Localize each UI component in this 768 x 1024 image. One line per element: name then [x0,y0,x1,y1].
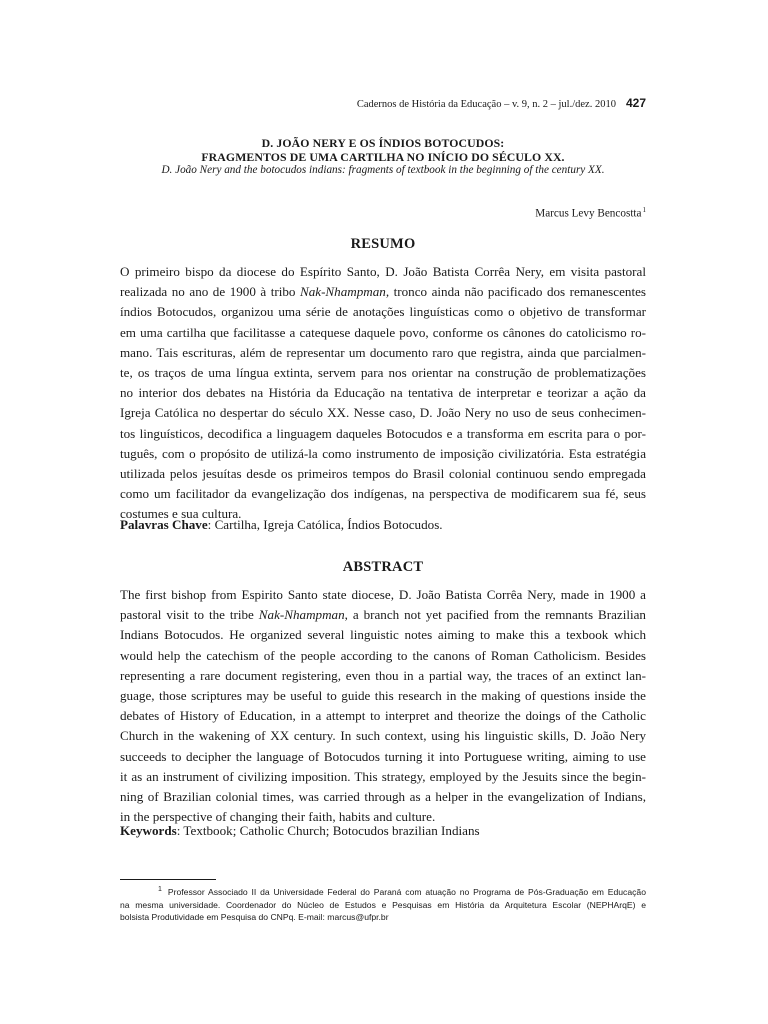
palavras-chave-label: Palavras Chave [120,517,208,532]
author-name: Marcus Levy Bencostta [535,207,642,220]
text-segment: realizada no ano de 1900 à tribo [120,284,300,300]
article-title-english: D. João Nery and the botocudos indians: fragments of textbook in the beginning of the century XX. [161,164,605,177]
text-segment: it as an instrument of civilizing imposition. This strategy, employed by the Jesuits since the begin- [120,768,646,784]
footnote-line [120,899,646,912]
text-line [120,686,646,706]
text-segment: tos linguísticos, decodifica a linguagem daqueles Botocudos e a transforma em escrita para o por- [120,425,646,441]
text-segment: Igreja Católica no despertar do século XX. Nesse caso, D. João Nery no uso de seus conhecimen- [120,405,646,421]
footnote-text: bolsista Produtividade em Pesquisa do CNPq. E-mail: marcus@ufpr.br [120,912,389,923]
text-line [120,767,646,787]
text-segment: utilizada pelos jesuítas desde os primeiros tempos do Brasil colonial continuou sendo empregada [120,466,646,482]
text-segment: tronco ainda não pacificado dos remanescentes [389,284,646,300]
text-line [120,424,646,444]
text-segment: costumes e sua cultura. [120,506,242,522]
text-segment: in the perspective of changing their faith, habits and culture. [120,809,436,825]
palavras-chave-values: : Cartilha, Igreja Católica, Índios Botocudos. [207,517,443,532]
keywords-values: : Textbook; Catholic Church; Botocudos brazilian Indians [176,823,480,838]
italic-term: Nak-Nhampman, [299,284,390,300]
text-segment: succeeds to decipher the language of Botocudos turning it into Portuguese writing, aiming to use [120,748,646,764]
text-line [120,787,646,807]
author-line [120,206,646,220]
footnote-mark: 1 [158,886,162,893]
article-title-line-2: FRAGMENTOS DE UMA CARTILHA NO INÍCIO DO SÉCULO XX. [201,149,565,164]
text-line [120,363,646,383]
footnote-divider [120,879,216,880]
text-segment: representing a rare document registering, even thou in a partial way, the traces of an extinct lan- [120,667,646,683]
text-line [120,302,646,322]
text-line [120,323,646,343]
footnote [120,884,646,924]
text-segment: , a branch not yet pacified from the remnants Brazilian [344,607,646,623]
text-line [120,646,646,666]
text-segment: debates of History of Education, in a attempt to interpret and theorize the doings of the Catholic [120,708,646,724]
text-segment: em uma cartilha que facilitasse a catequese daquele povo, conforme os cânones do catolicismo ro- [120,324,646,340]
abstract-heading: ABSTRACT [342,559,424,575]
text-line [120,585,646,605]
text-line [120,625,646,645]
text-line [120,726,646,746]
journal-citation: Cadernos de História da Educação – v. 9, n. 2 – jul./dez. 2010 [356,99,616,110]
text-segment: The first bishop from Espirito Santo state diocese, D. João Batista Corrêa Nery, made in 1900 a [120,587,646,602]
text-line [120,262,646,282]
footnote-line [120,911,646,924]
text-segment: índios Botocudos, organizou uma série de anotações linguísticas como o objetivo de transformar [120,304,646,320]
text-line [120,444,646,464]
keywords-line [120,823,646,839]
text-segment: Indians Botocudos. He organized several linguistic notes aiming to make this a texbook which [120,627,646,643]
resumo-heading: RESUMO [350,236,416,252]
text-segment: pastoral visit to the tribe [120,607,259,623]
text-segment: O primeiro bispo da diocese do Espírito Santo, D. João Batista Corrêa Nery, em visita pastoral [120,264,646,279]
footnote-text: Professor Associado II da Universidade Federal do Paraná com atuação no Programa de Pós-Graduação em Educação [167,886,646,897]
keywords-label: Keywords [120,823,177,838]
text-line [120,666,646,686]
text-line [120,605,646,625]
text-segment: no interior dos debates na História da Educação na tentativa de interpretar e teorizar a ação da [120,385,646,401]
text-segment: Church in the wakening of XX century. In such context, using his linguistic skills, D. João Nery [120,728,646,744]
footnote-line [120,884,646,899]
text-segment: mano. Tais escrituras, além de representar um documento raro que registra, ainda que parcialmen- [120,344,646,360]
text-line [120,383,646,403]
text-segment: como um facilitador da evangelização dos indígenas, na perspectiva de modificarem sua fé, seus [120,486,646,502]
text-line [120,403,646,423]
abstract-body [120,585,646,827]
article-title-block [120,137,646,178]
footnote-text: na mesma universidade. Coordenador do Núcleo de Estudos e Pesquisas em História da Arquitetura Escolar (NEPHArqE) e [120,899,646,910]
resumo-body [120,262,646,525]
text-segment: guage, those scriptures may be useful to guide this research in the making of questions inside the [120,688,646,704]
italic-term: Nak-Nhampman [258,607,345,623]
text-segment: ning of Brazilian colonial times, was carried through as a helper in the evangelization of Indians, [120,789,646,805]
text-line [120,706,646,726]
text-line [120,464,646,484]
running-header [120,96,646,112]
text-segment: tuguês, com o propósito de utilizá-la como instrumento de imposição civilizatória. Esta estratégia [120,445,646,461]
text-line [120,282,646,302]
palavras-chave-line [120,517,646,533]
article-title-line-1: D. JOÃO NERY E OS ÍNDIOS BOTOCUDOS: [261,136,505,150]
text-segment: te, os traços de uma língua extinta, servem para nos orientar na construção de problematizações [120,365,646,381]
page-number: 427 [625,96,646,110]
author-footnote-mark: 1 [642,206,646,214]
text-line [120,747,646,767]
text-segment: would help the catechism of the people according to the canons of Roman Catholicism. Besides [120,647,646,663]
text-line [120,484,646,504]
text-line [120,343,646,363]
